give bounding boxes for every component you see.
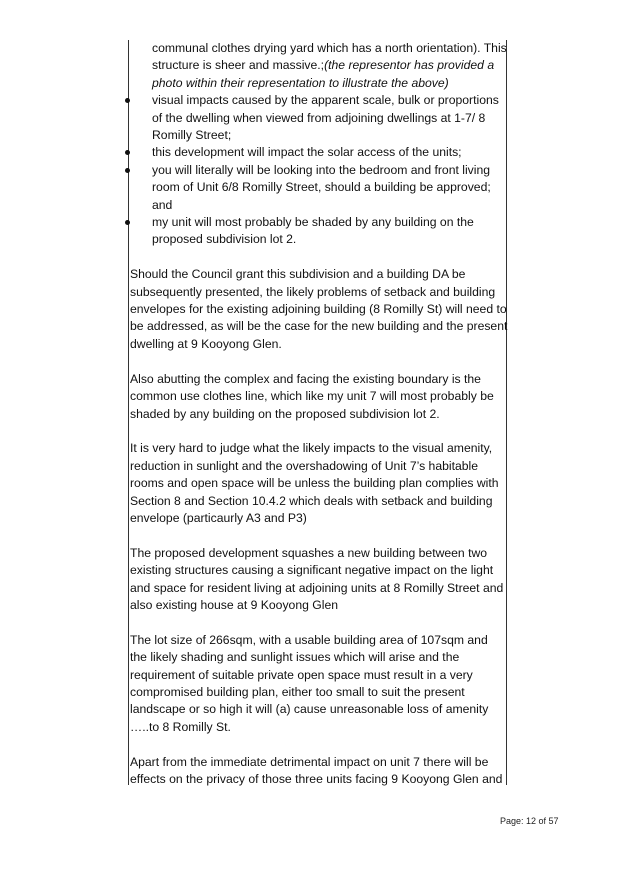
body-text (130, 40, 508, 806)
bullet-item (130, 162, 508, 214)
bullet-icon (125, 150, 130, 155)
paragraph-clothes-line: Also abutting the complex and facing the existing boundary is the common use clothes line, which like my unit 7 will most probably be shaded by any building on the proposed subdivision lot 2. (130, 371, 494, 421)
bullet-text: this development will impact the solar access of the units; (152, 145, 462, 160)
bullet-text: visual impacts caused by the apparent scale, bulk or proportions of the dwelling when viewed from adjoining dwellings at 1-7/ 8 Romilly Street; (152, 93, 499, 143)
bullet-item (130, 144, 508, 161)
bullet-icon (125, 220, 130, 225)
continuation-text: communal clothes drying yard which has a north orientation). This structure is sheer and massive.; (152, 41, 507, 73)
bullet-item (130, 92, 508, 144)
paragraph-lot-size: The lot size of 266sqm, with a usable building area of 107sqm and the likely shading and sunlight issues which will arise and the requirement of suitable private open space must result in a very compromised building plan, either too small to suit the present landscape or so high it will (a) cause unreasonable loss of amenity …..to 8 Romilly St. (130, 632, 489, 734)
bullet-continuation (130, 40, 508, 92)
paragraph-privacy: Apart from the immediate detrimental impact on unit 7 there will be effects on the privacy of those three units facing 9 Kooyong Glen and (130, 754, 503, 786)
bullet-icon (125, 98, 130, 103)
paragraph-visual-amenity: It is very hard to judge what the likely impacts to the visual amenity, reduction in sunlight and the overshadowing of Unit 7’s habitable rooms and open space will be unless the building plan complies with Section 8 and Section 10.4.2 which deals with setback and building envelope (particaurly A3 and P3) (130, 441, 499, 525)
continuation-italic-note: (the representor has provided a photo within their representation to illustrate the above) (152, 58, 495, 90)
page-number: Page: 12 of 57 (500, 816, 559, 826)
bullet-list (130, 92, 508, 249)
bullet-item (130, 214, 508, 249)
bullet-text: my unit will most probably be shaded by any building on the proposed subdivision lot 2. (152, 215, 474, 247)
bullet-icon (125, 168, 130, 173)
paragraph-council-grant: Should the Council grant this subdivision and a building DA be subsequently presented, the likely problems of setback and building envelopes for the existing adjoining building (8 Romilly St) will need to be addressed, as will be the case for the new building and the present dwelling at 9 Kooyong Glen. (130, 267, 508, 351)
bullet-text: you will literally will be looking into the bedroom and front living room of Unit 6/8 Romilly Street, should a building be approved; and (152, 162, 491, 212)
paragraph-squashes-building: The proposed development squashes a new building between two existing structures causing a significant negative impact on the light and space for resident living at adjoining units at 8 Romilly Street and also existing house at 9 Kooyong Glen (130, 545, 504, 612)
